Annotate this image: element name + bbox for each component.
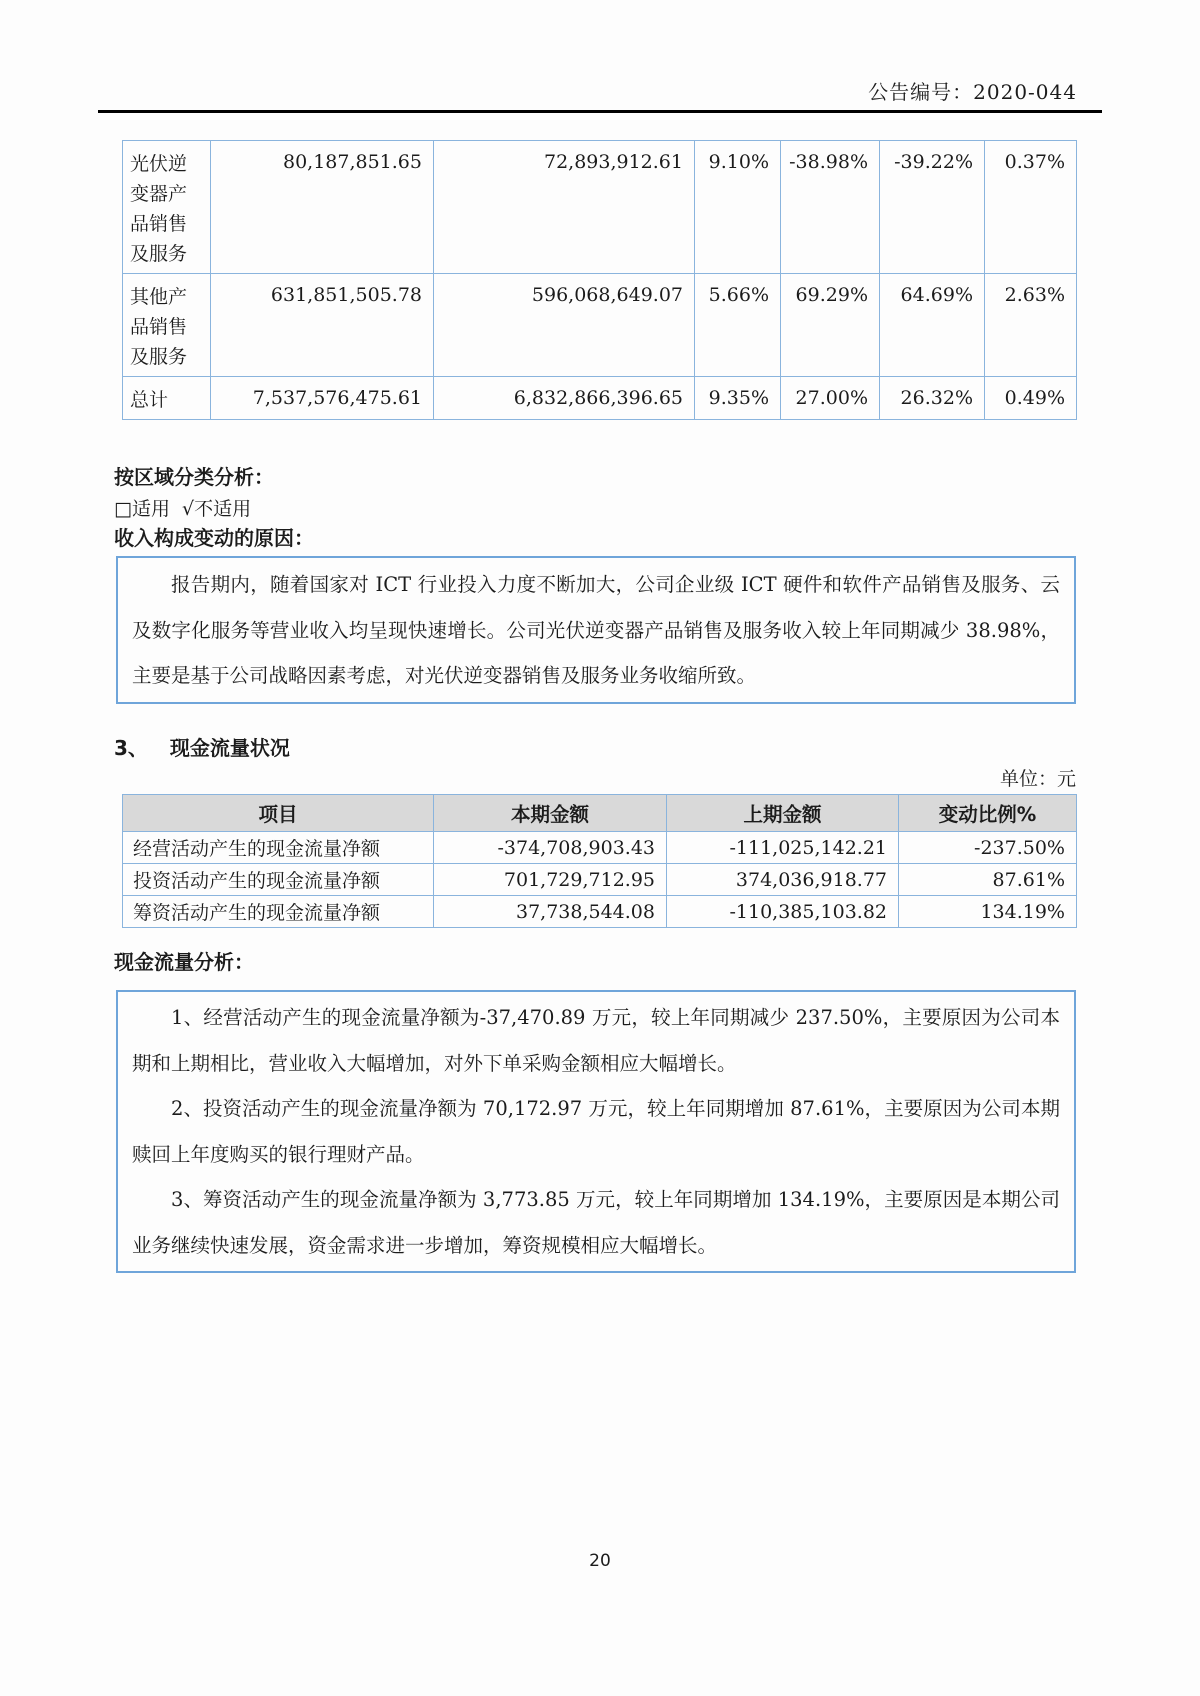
page-number: 20 bbox=[589, 1551, 611, 1571]
region-analysis-heading: 按区域分类分析： bbox=[114, 465, 274, 489]
table-header-row bbox=[123, 795, 1077, 832]
section-title: 现金流量状况 bbox=[169, 736, 290, 760]
table-cell: -110,385,103.82 bbox=[667, 896, 899, 928]
cashflow-table bbox=[122, 794, 1077, 928]
cashflow-section-heading bbox=[114, 734, 290, 762]
analysis-paragraph: 1、经营活动产生的现金流量净额为-37,470.89 万元，较上年同期减少 237.50%，主要原因为公司本期和上期相比，营业收入大幅增加，对外下单采购金额相应大幅增长。 bbox=[132, 1006, 1060, 1075]
table-cell: 27.00% bbox=[781, 377, 880, 420]
table-cell: 5.66% bbox=[695, 274, 781, 377]
cashflow-analysis-heading: 现金流量分析： bbox=[114, 950, 254, 974]
revenue-change-reason-box bbox=[116, 556, 1076, 704]
table-cell: 0.37% bbox=[985, 141, 1077, 274]
table-cell: -111,025,142.21 bbox=[667, 832, 899, 864]
table-cell: 134.19% bbox=[899, 896, 1077, 928]
table-row bbox=[123, 832, 1077, 864]
table-cell: 2.63% bbox=[985, 274, 1077, 377]
table-cell: 光伏逆变器产品销售及服务 bbox=[123, 141, 211, 274]
revenue-breakdown-table bbox=[122, 140, 1077, 420]
column-header: 上期金额 bbox=[667, 795, 899, 832]
table-cell: 72,893,912.61 bbox=[434, 141, 695, 274]
table-cell: 9.35% bbox=[695, 377, 781, 420]
column-header: 项目 bbox=[123, 795, 434, 832]
table-cell: 投资活动产生的现金流量净额 bbox=[123, 864, 434, 896]
table-cell: -374,708,903.43 bbox=[434, 832, 667, 864]
table-cell: 64.69% bbox=[880, 274, 985, 377]
table-cell: 7,537,576,475.61 bbox=[211, 377, 434, 420]
table-cell: 80,187,851.65 bbox=[211, 141, 434, 274]
table-cell: 其他产品销售及服务 bbox=[123, 274, 211, 377]
cashflow-analysis-box bbox=[116, 990, 1076, 1273]
table-cell: -38.98% bbox=[781, 141, 880, 274]
table-row bbox=[123, 896, 1077, 928]
table-cell: 6,832,866,396.65 bbox=[434, 377, 695, 420]
table-cell: 筹资活动产生的现金流量净额 bbox=[123, 896, 434, 928]
table-cell: 26.32% bbox=[880, 377, 985, 420]
applicability-line: □适用 √不适用 bbox=[114, 498, 252, 520]
table-cell: -237.50% bbox=[899, 832, 1077, 864]
header-rule bbox=[98, 110, 1102, 113]
table-cell: 596,068,649.07 bbox=[434, 274, 695, 377]
doc-number: 公告编号：2020-044 bbox=[868, 80, 1077, 104]
section-number: 3、 bbox=[114, 736, 148, 760]
table-cell: -39.22% bbox=[880, 141, 985, 274]
table-cell: 69.29% bbox=[781, 274, 880, 377]
table-cell: 总计 bbox=[123, 377, 211, 420]
analysis-paragraph: 2、投资活动产生的现金流量净额为 70,172.97 万元，较上年同期增加 87.61%，主要原因为公司本期赎回上年度购买的银行理财产品。 bbox=[132, 1097, 1060, 1166]
analysis-paragraph: 3、筹资活动产生的现金流量净额为 3,773.85 万元，较上年同期增加 134.19%，主要原因是本期公司业务继续快速发展，资金需求进一步增加，筹资规模相应大幅增长。 bbox=[132, 1188, 1060, 1257]
table-cell: 37,738,544.08 bbox=[434, 896, 667, 928]
revenue-change-reason-heading: 收入构成变动的原因： bbox=[114, 526, 314, 550]
table-row-total bbox=[123, 377, 1077, 420]
reason-paragraph: 报告期内，随着国家对 ICT 行业投入力度不断加大，公司企业级 ICT 硬件和软件产品销售及服务、云及数字化服务等营业收入均呈现快速增长。公司光伏逆变器产品销售及服务收入较上年同期减少 38.98%，主要是基于公司战略因素考虑，对光伏逆变器销售及服务业务收缩所致。 bbox=[132, 573, 1060, 687]
table-cell: 374,036,918.77 bbox=[667, 864, 899, 896]
column-header: 变动比例% bbox=[899, 795, 1077, 832]
column-header: 本期金额 bbox=[434, 795, 667, 832]
table-row bbox=[123, 274, 1077, 377]
table-cell: 0.49% bbox=[985, 377, 1077, 420]
table-cell: 9.10% bbox=[695, 141, 781, 274]
table-cell: 经营活动产生的现金流量净额 bbox=[123, 832, 434, 864]
table-cell: 701,729,712.95 bbox=[434, 864, 667, 896]
table-cell: 631,851,505.78 bbox=[211, 274, 434, 377]
table-cell: 87.61% bbox=[899, 864, 1077, 896]
table-row bbox=[123, 141, 1077, 274]
unit-label: 单位：元 bbox=[999, 768, 1076, 790]
table-row bbox=[123, 864, 1077, 896]
